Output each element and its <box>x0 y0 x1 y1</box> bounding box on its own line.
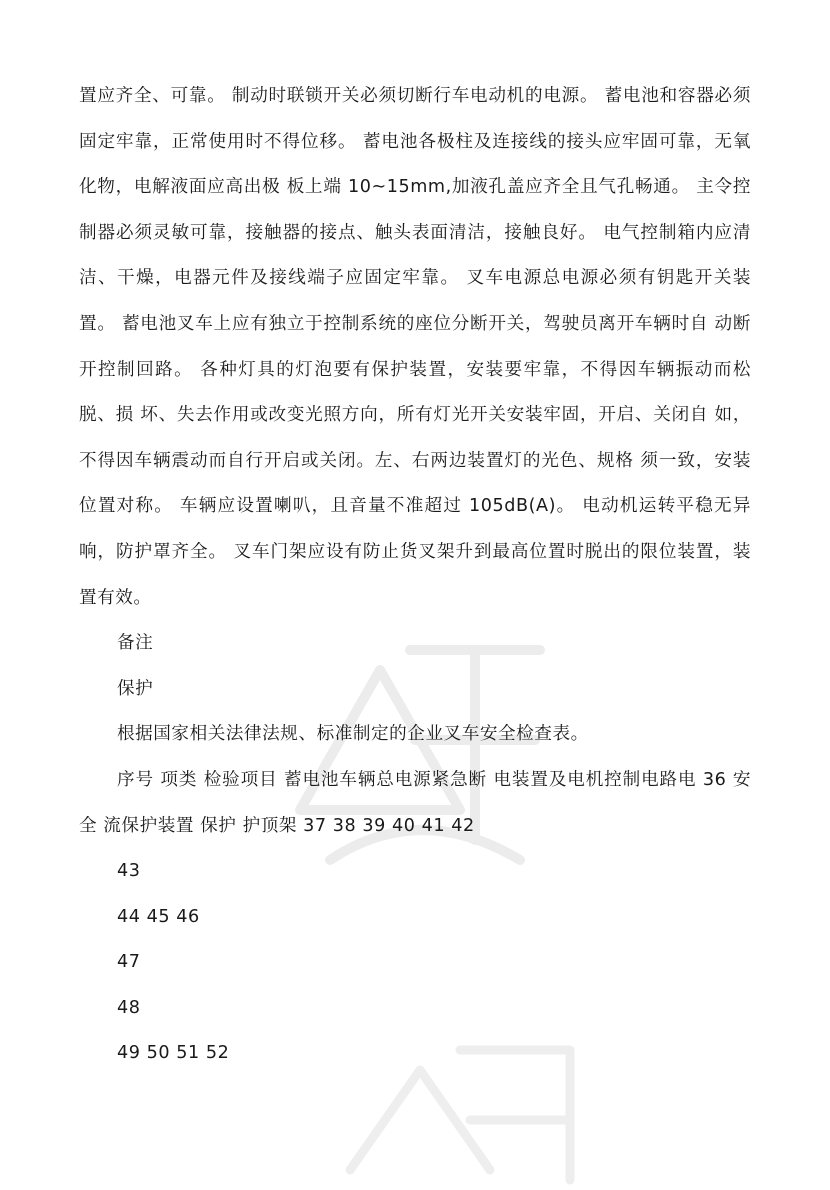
note-label: 备注 <box>117 633 154 654</box>
protect-label: 保护 <box>117 678 154 699</box>
number-row: 47 <box>117 952 141 973</box>
number-row: 44 45 46 <box>117 906 200 927</box>
number-row: 49 50 51 52 <box>117 1043 230 1064</box>
summary-line: 根据国家相关法律法规、标准制定的企业叉车安全检查表。 <box>117 724 589 745</box>
document-body <box>79 74 751 1077</box>
table-header-flow: 序号 项类 检验项目 蓄电池车辆总电源紧急断 电装置及电机控制电路电 36 安全 流保护装置 保护 护顶架 37 38 39 40 41 42 <box>79 769 751 836</box>
number-row: 48 <box>117 997 141 1018</box>
main-paragraph: 置应齐全、可靠。 制动时联锁开关必须切断行车电动机的电源。 蓄电池和容器必须固定牢靠，正常使用时不得位移。 蓄电池各极柱及连接线的接头应牢固可靠，无氧化物，电解液面应高出极 板上端 10~15mm,加液孔盖应齐全且气孔畅通。 主令控制器必须灵敏可靠，接触器的接点、触头表面清洁，接触良好。 电气控制箱内应清洁、干燥，电器元件及接线端子应固定牢靠。 叉车电源总电源必须有钥匙开关装置。 蓄电池叉车上应有独立于控制系统的座位分断开关，驾驶员离开车辆时自 动断开控制回路。 各种灯具的灯泡要有保护装置，安装要牢靠，不得因车辆振动而松脱、损 坏、失去作用或改变光照方向，所有灯光开关安装牢固，开启、关闭自 如，不得因车辆震动而自行开启或关闭。左、右两边装置灯的光色、规格 须一致，安装位置对称。 车辆应设置喇叭，且音量不准超过 105dB(A)。 电动机运转平稳无异响，防护罩齐全。 叉车门架应设有防止货叉架升到最高位置时脱出的限位装置，装置有效。 <box>79 86 751 608</box>
number-row: 43 <box>117 861 141 882</box>
